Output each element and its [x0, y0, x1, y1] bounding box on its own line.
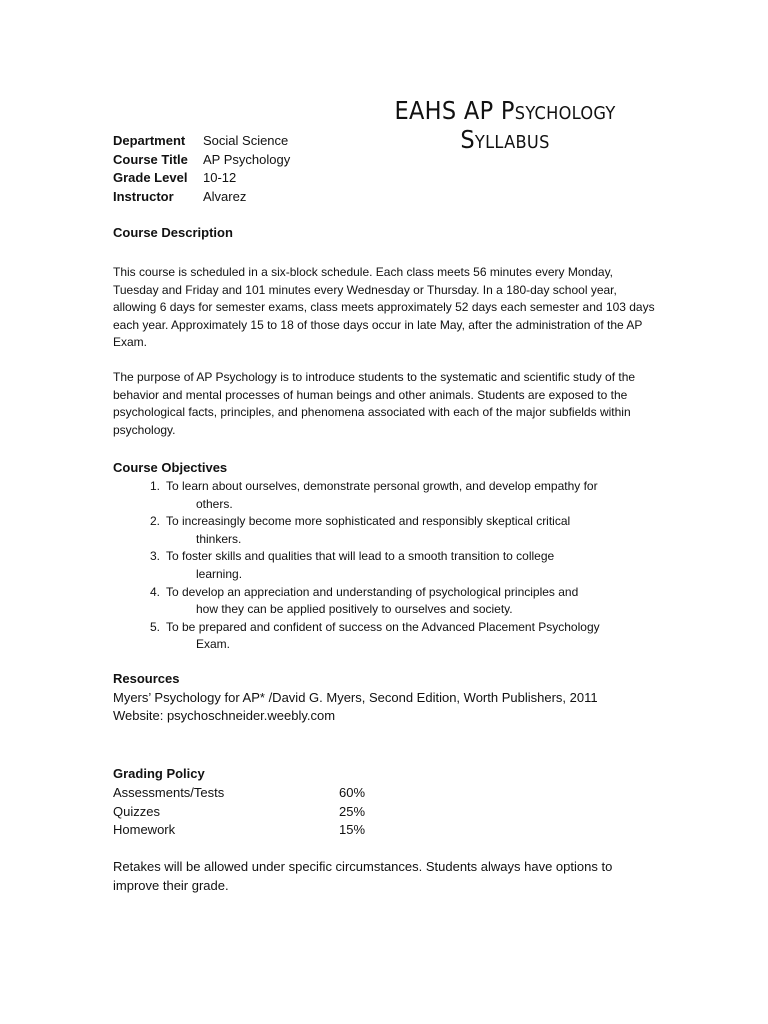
item-number: 5.: [149, 619, 160, 634]
info-row-instructor: [113, 188, 290, 207]
item-line-continued: others.: [196, 496, 233, 511]
course-description-paragraph: This course is scheduled in a six-block schedule. Each class meets 56 minutes every Monday, Tuesday and Friday and 101 minutes every Wednesday or Thursday. In a 180-day school year, allowing 6 days for semester exams, class meets approximately 52 days each semester and 103 days each year. Approximately 15 to 18 of those days occur in late May, after the administration of the AP Exam.: [113, 265, 655, 350]
grade-category: Assessments/Tests: [113, 785, 225, 800]
item-line: To increasingly become more sophisticated and responsibly skeptical critical: [166, 514, 571, 529]
info-value: AP Psychology: [203, 151, 291, 167]
item-line-continued: Exam.: [196, 637, 231, 652]
retake-policy-note: Retakes will be allowed under specific circumstances. Students always have options to improve their grade.: [113, 859, 613, 893]
item-number: 3.: [149, 549, 160, 564]
resource-book: Myers’ Psychology for AP* /David G. Myers, Second Edition, Worth Publishers, 2011: [113, 690, 598, 705]
resources-block: [113, 689, 598, 725]
course-description-heading: Course Description: [113, 225, 233, 240]
table-row: [113, 803, 365, 822]
grade-percent: 25%: [339, 803, 366, 819]
objectives-list: [140, 478, 650, 654]
item-line: To foster skills and qualities that will lead to a smooth transition to college: [166, 549, 555, 564]
info-row-grade-level: [113, 169, 290, 188]
item-text: [166, 584, 646, 619]
resource-website: Website: psychoschneider.weebly.com: [113, 708, 336, 723]
grade-percent: 60%: [339, 785, 366, 800]
item-number: 2.: [149, 514, 160, 529]
grading-policy-heading: Grading Policy: [113, 766, 205, 781]
list-item: [140, 513, 650, 548]
grade-category: Homework: [113, 822, 176, 837]
info-label: Course Title: [113, 151, 188, 167]
item-line-continued: how they can be applied positively to ourselves and society.: [196, 602, 513, 617]
item-number: 1.: [149, 479, 160, 493]
item-text: [166, 619, 646, 654]
item-line-continued: learning.: [196, 566, 243, 581]
info-label: Instructor: [113, 188, 174, 204]
item-line-continued: thinkers.: [196, 531, 242, 546]
table-row: [113, 784, 365, 803]
item-text: [166, 478, 646, 513]
info-row-course-title: [113, 151, 290, 170]
grade-category: Quizzes: [113, 803, 160, 819]
item-line: To develop an appreciation and understanding of psychological principles and: [166, 584, 579, 599]
list-item: [140, 619, 650, 654]
list-item: [140, 478, 650, 513]
info-row-department: [113, 132, 290, 151]
item-number: 4.: [149, 584, 160, 599]
item-line: To learn about ourselves, demonstrate personal growth, and develop empathy for: [166, 479, 598, 493]
item-text: [166, 513, 646, 548]
grading-table: [113, 784, 365, 840]
item-text: [166, 548, 646, 583]
info-value: Alvarez: [203, 188, 247, 204]
course-info: [113, 132, 290, 206]
item-line: To be prepared and confident of success on the Advanced Placement Psychology: [166, 619, 600, 634]
course-objectives-heading: Course Objectives: [113, 460, 228, 475]
list-item: [140, 548, 650, 583]
document-title: EAHS AP Psychology Syllabus: [394, 96, 616, 154]
course-purpose-paragraph: The purpose of AP Psychology is to introduce students to the systematic and scientific study of the behavior and mental processes of human beings and other animals. Students are exposed to the psychological facts, principles, and phenomena associated with each of the major subfields within psychology.: [113, 370, 636, 437]
info-label: Department: [113, 133, 186, 148]
table-row: [113, 821, 365, 840]
info-value: Social Science: [203, 133, 289, 148]
list-item: [140, 584, 650, 619]
info-label: Grade Level: [113, 170, 188, 185]
info-value: 10-12: [203, 170, 237, 185]
grade-percent: 15%: [339, 822, 366, 837]
resources-heading: Resources: [113, 671, 180, 686]
